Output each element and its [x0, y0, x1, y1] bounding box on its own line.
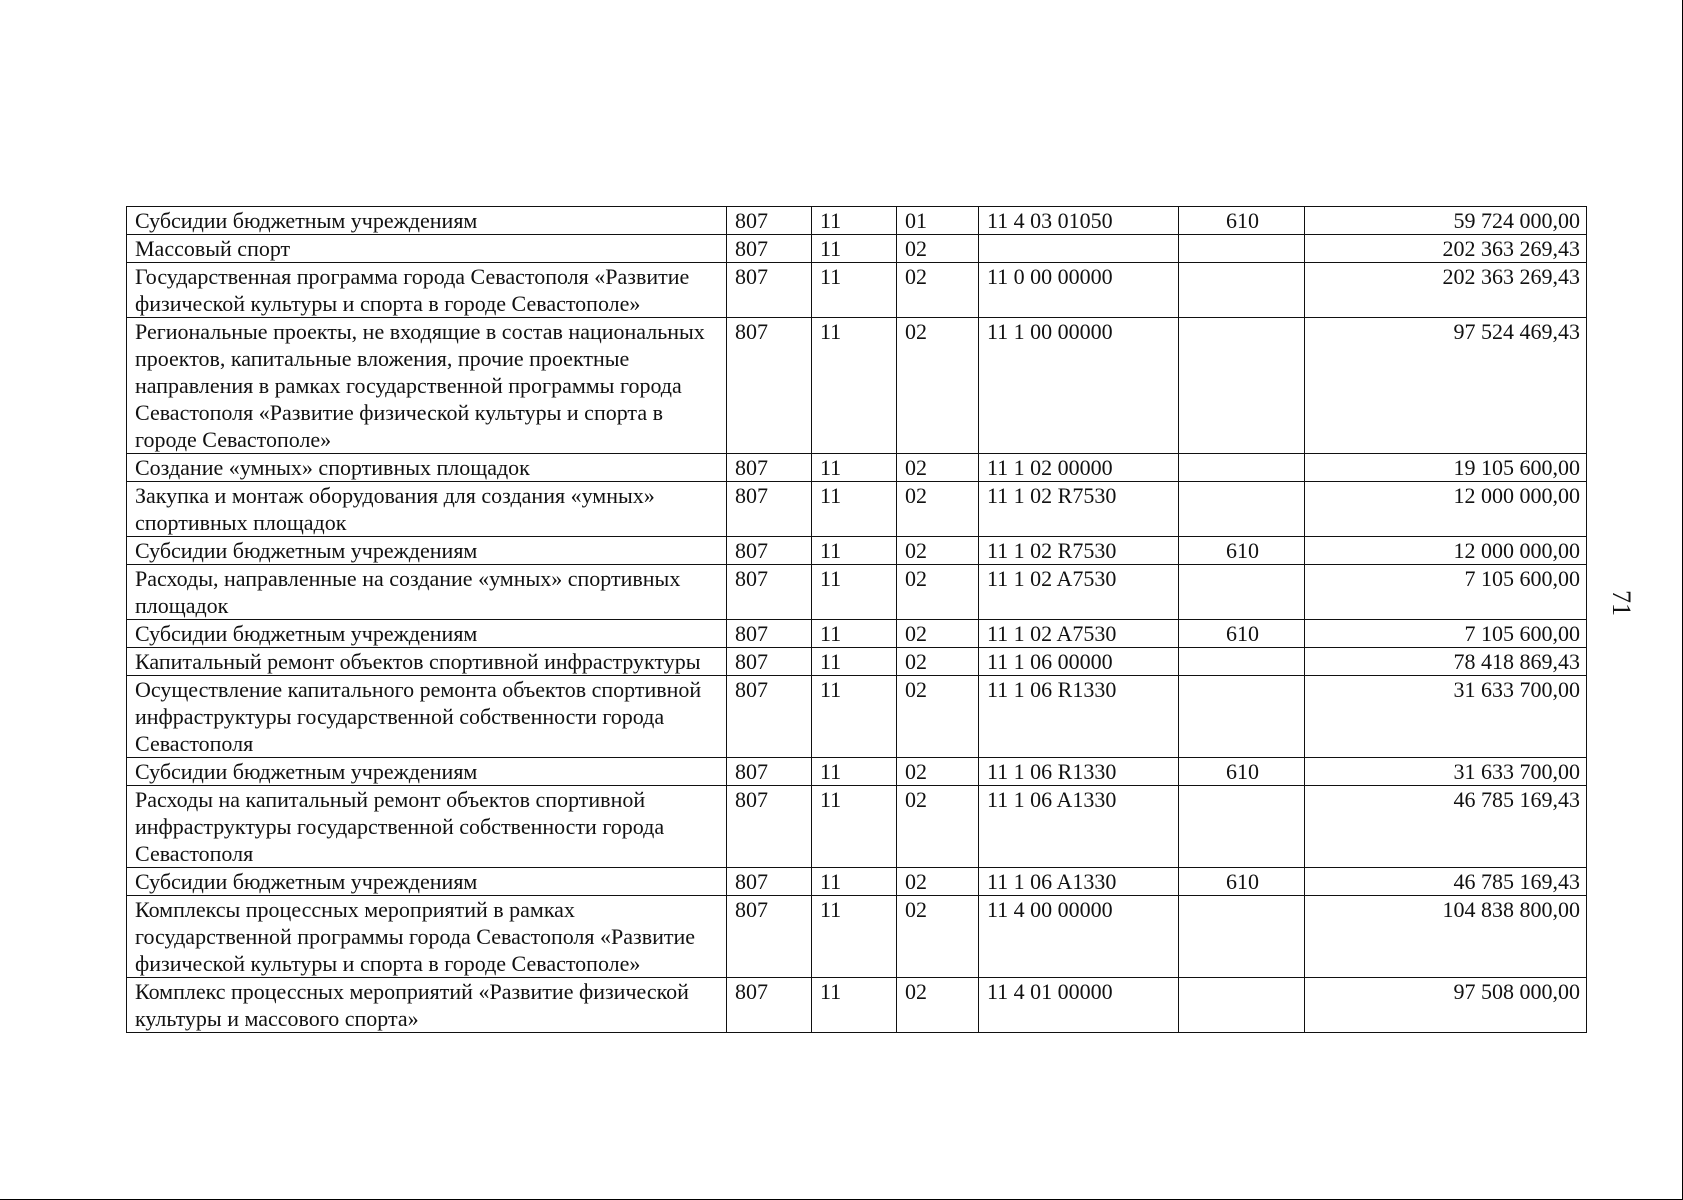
row-grbs-code: 807: [727, 758, 812, 786]
table-row: [127, 648, 1587, 676]
row-section-code: 11: [812, 786, 897, 868]
table-row: [127, 620, 1587, 648]
table-row: [127, 482, 1587, 537]
row-expense-type: 610: [1179, 207, 1305, 235]
row-subsection-code: 02: [897, 263, 979, 318]
row-section-code: 11: [812, 620, 897, 648]
row-target-article: 11 4 00 00000: [979, 896, 1179, 978]
row-amount: 31 633 700,00: [1305, 676, 1587, 758]
table-row: [127, 537, 1587, 565]
row-expense-type: [1179, 482, 1305, 537]
row-grbs-code: 807: [727, 318, 812, 454]
row-grbs-code: 807: [727, 207, 812, 235]
row-subsection-code: 02: [897, 786, 979, 868]
table-row: [127, 758, 1587, 786]
row-name: Капитальный ремонт объектов спортивной инфраструктуры: [127, 648, 727, 676]
row-grbs-code: 807: [727, 454, 812, 482]
row-subsection-code: 02: [897, 648, 979, 676]
row-subsection-code: 02: [897, 454, 979, 482]
table-row: [127, 868, 1587, 896]
page-number: 71: [1607, 590, 1636, 616]
row-expense-type: [1179, 263, 1305, 318]
row-grbs-code: 807: [727, 786, 812, 868]
budget-table: [126, 206, 1587, 1033]
row-grbs-code: 807: [727, 676, 812, 758]
row-expense-type: [1179, 896, 1305, 978]
row-target-article: 11 1 02 A7530: [979, 565, 1179, 620]
row-name: Расходы, направленные на создание «умных» спортивных площадок: [127, 565, 727, 620]
row-grbs-code: 807: [727, 620, 812, 648]
row-section-code: 11: [812, 565, 897, 620]
table-row: [127, 207, 1587, 235]
table-row: [127, 676, 1587, 758]
row-target-article: 11 1 02 A7530: [979, 620, 1179, 648]
table-row: [127, 978, 1587, 1033]
row-name: Региональные проекты, не входящие в состав национальных проектов, капитальные вложения, прочие проектные направления в рамках государственной программы города Севастополя «Развитие физической культуры и спорта в городе Севастополе»: [127, 318, 727, 454]
row-name: Субсидии бюджетным учреждениям: [127, 537, 727, 565]
row-amount: 19 105 600,00: [1305, 454, 1587, 482]
row-amount: 7 105 600,00: [1305, 620, 1587, 648]
row-section-code: 11: [812, 648, 897, 676]
row-subsection-code: 02: [897, 537, 979, 565]
row-name: Создание «умных» спортивных площадок: [127, 454, 727, 482]
table-row: [127, 786, 1587, 868]
row-name: Расходы на капитальный ремонт объектов спортивной инфраструктуры государственной собственности города Севастополя: [127, 786, 727, 868]
budget-table-body: [127, 207, 1587, 1033]
row-expense-type: [1179, 786, 1305, 868]
row-amount: 78 418 869,43: [1305, 648, 1587, 676]
row-target-article: 11 1 02 R7530: [979, 537, 1179, 565]
row-grbs-code: 807: [727, 565, 812, 620]
row-section-code: 11: [812, 263, 897, 318]
row-amount: 46 785 169,43: [1305, 786, 1587, 868]
row-amount: 31 633 700,00: [1305, 758, 1587, 786]
document-page: [126, 206, 1586, 1033]
row-subsection-code: 01: [897, 207, 979, 235]
row-target-article: 11 4 01 00000: [979, 978, 1179, 1033]
row-amount: 59 724 000,00: [1305, 207, 1587, 235]
row-target-article: 11 1 06 A1330: [979, 786, 1179, 868]
row-expense-type: [1179, 978, 1305, 1033]
row-amount: 46 785 169,43: [1305, 868, 1587, 896]
row-grbs-code: 807: [727, 263, 812, 318]
row-subsection-code: 02: [897, 235, 979, 263]
row-grbs-code: 807: [727, 648, 812, 676]
row-expense-type: [1179, 648, 1305, 676]
row-name: Осуществление капитального ремонта объектов спортивной инфраструктуры государственной собственности города Севастополя: [127, 676, 727, 758]
row-name: Государственная программа города Севастополя «Развитие физической культуры и спорта в городе Севастополе»: [127, 263, 727, 318]
row-section-code: 11: [812, 868, 897, 896]
row-expense-type: 610: [1179, 537, 1305, 565]
row-subsection-code: 02: [897, 868, 979, 896]
table-row: [127, 565, 1587, 620]
row-subsection-code: 02: [897, 565, 979, 620]
row-target-article: 11 1 06 A1330: [979, 868, 1179, 896]
row-section-code: 11: [812, 207, 897, 235]
row-target-article: 11 0 00 00000: [979, 263, 1179, 318]
row-expense-type: 610: [1179, 758, 1305, 786]
row-section-code: 11: [812, 537, 897, 565]
row-subsection-code: 02: [897, 620, 979, 648]
row-amount: 7 105 600,00: [1305, 565, 1587, 620]
row-name: Субсидии бюджетным учреждениям: [127, 620, 727, 648]
row-grbs-code: 807: [727, 235, 812, 263]
row-section-code: 11: [812, 235, 897, 263]
row-name: Комплекс процессных мероприятий «Развитие физической культуры и массового спорта»: [127, 978, 727, 1033]
row-subsection-code: 02: [897, 978, 979, 1033]
row-amount: 104 838 800,00: [1305, 896, 1587, 978]
row-grbs-code: 807: [727, 896, 812, 978]
row-expense-type: 610: [1179, 868, 1305, 896]
row-target-article: 11 1 02 00000: [979, 454, 1179, 482]
row-name: Субсидии бюджетным учреждениям: [127, 868, 727, 896]
row-expense-type: [1179, 235, 1305, 263]
table-row: [127, 896, 1587, 978]
table-row: [127, 318, 1587, 454]
row-subsection-code: 02: [897, 896, 979, 978]
row-amount: 12 000 000,00: [1305, 537, 1587, 565]
row-amount: 202 363 269,43: [1305, 235, 1587, 263]
row-target-article: [979, 235, 1179, 263]
row-name: Субсидии бюджетным учреждениям: [127, 758, 727, 786]
row-grbs-code: 807: [727, 868, 812, 896]
row-expense-type: [1179, 318, 1305, 454]
row-target-article: 11 1 02 R7530: [979, 482, 1179, 537]
table-row: [127, 263, 1587, 318]
row-grbs-code: 807: [727, 978, 812, 1033]
row-expense-type: [1179, 565, 1305, 620]
row-expense-type: [1179, 676, 1305, 758]
row-target-article: 11 1 00 00000: [979, 318, 1179, 454]
table-row: [127, 235, 1587, 263]
row-name: Закупка и монтаж оборудования для создания «умных» спортивных площадок: [127, 482, 727, 537]
row-section-code: 11: [812, 454, 897, 482]
row-amount: 202 363 269,43: [1305, 263, 1587, 318]
row-subsection-code: 02: [897, 676, 979, 758]
row-subsection-code: 02: [897, 318, 979, 454]
row-target-article: 11 1 06 R1330: [979, 676, 1179, 758]
row-amount: 97 508 000,00: [1305, 978, 1587, 1033]
row-subsection-code: 02: [897, 482, 979, 537]
row-target-article: 11 1 06 00000: [979, 648, 1179, 676]
row-section-code: 11: [812, 318, 897, 454]
row-target-article: 11 1 06 R1330: [979, 758, 1179, 786]
row-grbs-code: 807: [727, 537, 812, 565]
row-name: Субсидии бюджетным учреждениям: [127, 207, 727, 235]
row-subsection-code: 02: [897, 758, 979, 786]
row-expense-type: 610: [1179, 620, 1305, 648]
row-section-code: 11: [812, 978, 897, 1033]
row-amount: 97 524 469,43: [1305, 318, 1587, 454]
row-grbs-code: 807: [727, 482, 812, 537]
row-target-article: 11 4 03 01050: [979, 207, 1179, 235]
row-expense-type: [1179, 454, 1305, 482]
row-amount: 12 000 000,00: [1305, 482, 1587, 537]
table-row: [127, 454, 1587, 482]
row-name: Массовый спорт: [127, 235, 727, 263]
row-name: Комплексы процессных мероприятий в рамках государственной программы города Севастополя «Развитие физической культуры и спорта в городе Севастополе»: [127, 896, 727, 978]
row-section-code: 11: [812, 676, 897, 758]
row-section-code: 11: [812, 758, 897, 786]
row-section-code: 11: [812, 482, 897, 537]
row-section-code: 11: [812, 896, 897, 978]
